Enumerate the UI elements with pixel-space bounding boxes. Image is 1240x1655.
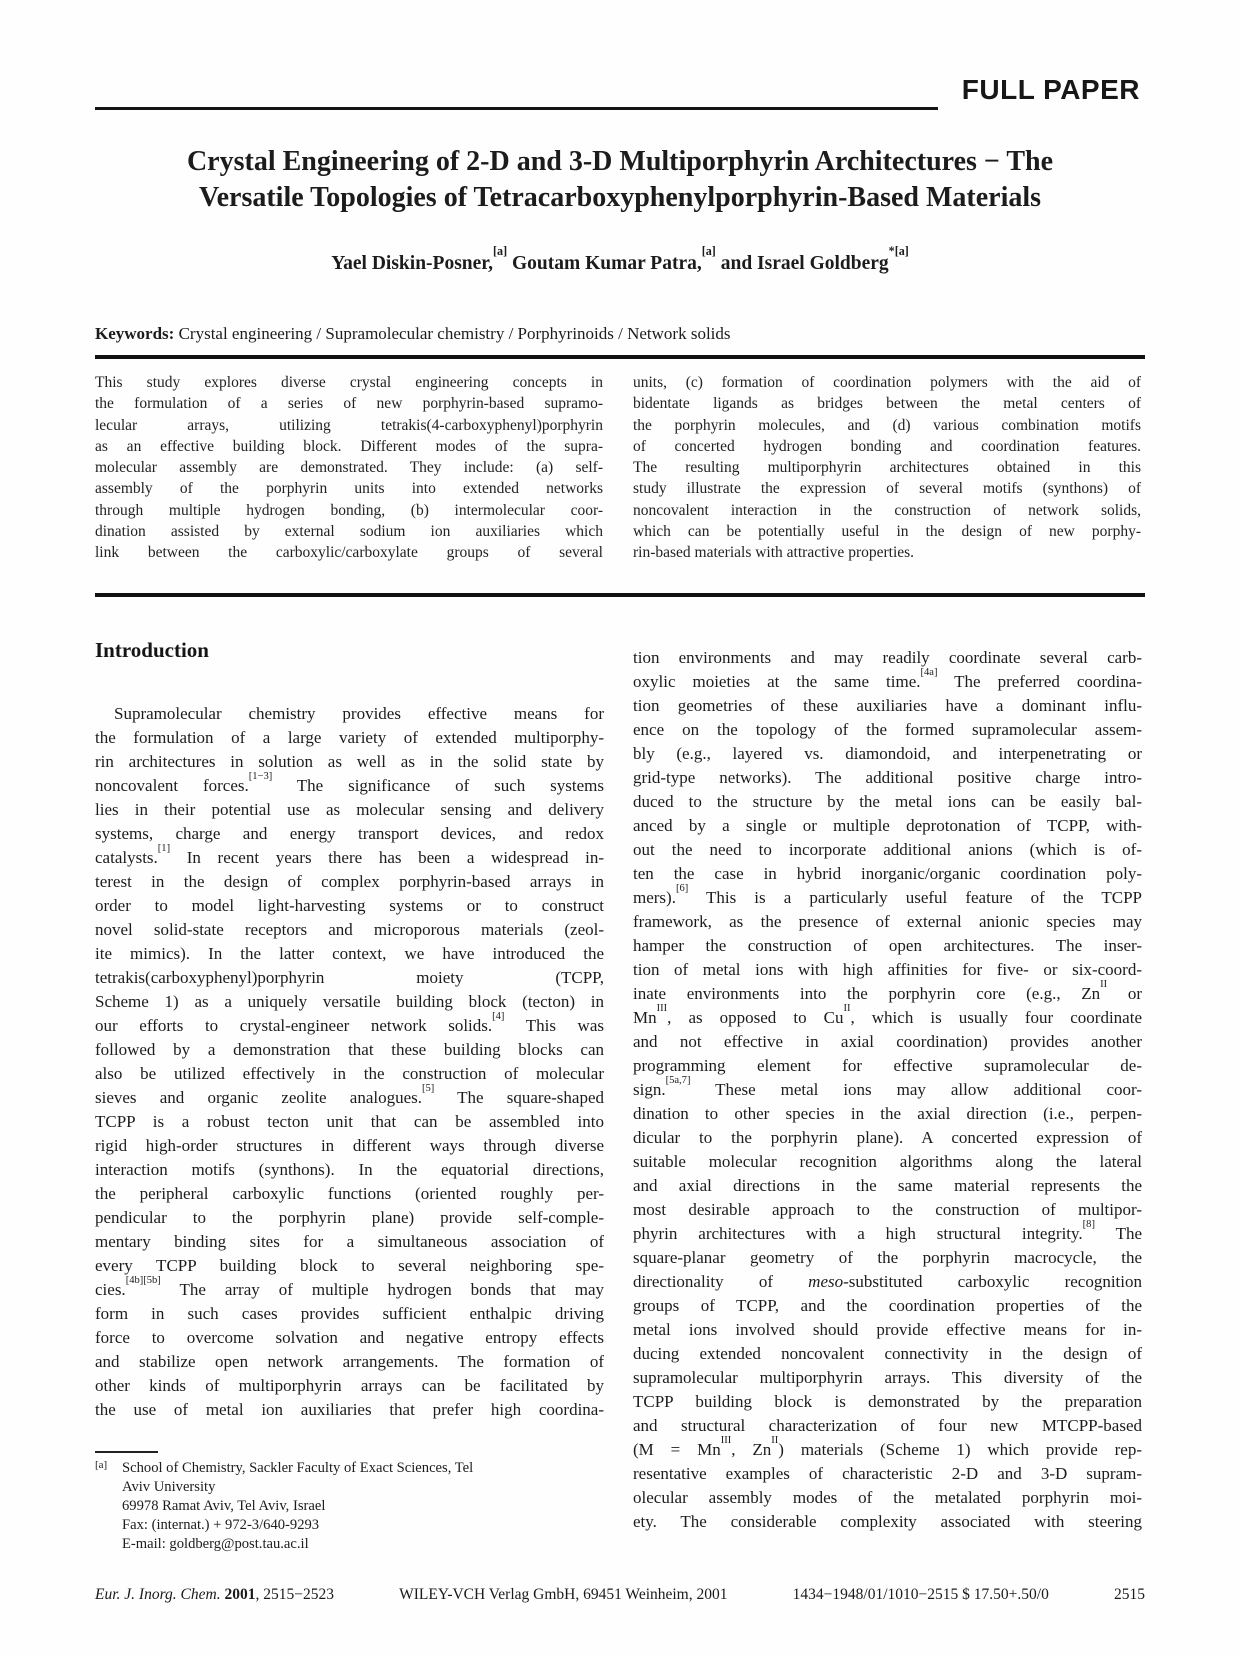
text-line: dicular to the porphyrin plane). A concerted expression of (633, 1128, 1142, 1147)
text-line: duced to the structure by the metal ions can be easily bal- (633, 792, 1142, 811)
footnote-rule (95, 1451, 158, 1453)
text-line: resentative examples of characteristic 2-D and 3-D supram- (633, 1464, 1142, 1483)
full-paper-label: FULL PAPER (961, 74, 1140, 105)
text-line: every TCPP building block to several neighboring spe- (95, 1256, 604, 1275)
text-line: tion environments and may readily coordinate several carb- (633, 648, 1142, 667)
text-line: the formulation of a series of new porphyrin-based supramo- (95, 395, 603, 413)
text-line: interaction motifs (synthons). In the equatorial directions, (95, 1160, 604, 1179)
text-line: dination assisted by external sodium ion auxiliaries which (95, 523, 603, 541)
abstract-right-column (633, 372, 1141, 564)
text-line: mers).[6] This is a particularly useful feature of the TCPP (633, 883, 1142, 907)
text-line: Fax: (internat.) + 972-3/640-9293 (122, 1517, 320, 1533)
text-line: study illustrate the expression of several motifs (synthons) of (633, 480, 1141, 498)
footer-page-number: 2515 (1114, 1586, 1145, 1603)
text-line: link between the carboxylic/carboxylate groups of several (95, 544, 603, 562)
text-line: suitable molecular recognition algorithms along the lateral (633, 1152, 1142, 1171)
text-line: framework, as the presence of external anionic species may (633, 912, 1142, 931)
text-line: tion geometries of these auxiliaries have a dominant influ- (633, 696, 1142, 715)
footer-publisher: WILEY-VCH Verlag GmbH, 69451 Weinheim, 2001 (399, 1586, 728, 1603)
text-line: supramolecular multiporphyrin arrays. This diversity of the (633, 1368, 1142, 1387)
text-line: out the need to incorporate additional anions (which is of- (633, 840, 1142, 859)
text-line: $Mn^{III}$, as opposed to $Cu^{II}$, which is usually four coordinate (633, 1003, 1143, 1027)
text-line: the use of metal ion auxiliaries that prefer high coordina- (95, 1400, 604, 1419)
text-line: noncovalent interaction in the construction of network solids, (633, 501, 1141, 519)
text-line: rin architectures in solution as well as in the solid state by (95, 752, 604, 771)
text-line: force to overcome solvation and negative entropy effects (95, 1328, 604, 1347)
text-line: tetrakis(carboxyphenyl)porphyrin moiety (TCPP, (95, 968, 604, 987)
text-line: ety. The considerable complexity associated with steering (633, 1512, 1142, 1531)
footnote-marker: [a] (95, 1459, 108, 1471)
text-line: and structural characterization of four new MTCPP-based (633, 1416, 1142, 1435)
text-line: groups of TCPP, and the coordination properties of the (633, 1296, 1142, 1315)
article-title (95, 144, 1145, 216)
section-heading: Introduction (95, 638, 209, 662)
text-line: anced by a single or multiple deprotonation of TCPP, with- (633, 816, 1142, 835)
text-line: Versatile Topologies of Tetracarboxyphenylporphyrin-Based Materials (198, 182, 1042, 213)
text-line: other kinds of multiporphyrin arrays can be facilitated by (95, 1376, 604, 1395)
text-line: ($M = Mn^{III}$, $Zn^{II}$) materials (Scheme 1) which provide rep- (633, 1435, 1142, 1459)
text-line: our efforts to crystal-engineer network solids.[4] This was (95, 1011, 604, 1035)
text-line: This study explores diverse crystal engineering concepts in (95, 374, 603, 391)
abstract-bottom-rule (95, 593, 1145, 597)
text-line: ten the case in hybrid inorganic/organic coordination poly- (633, 864, 1142, 883)
text-line: hamper the construction of open architectures. The inser- (633, 936, 1142, 955)
text-line: oxylic moieties at the same time.[4a] The preferred coordina- (633, 667, 1142, 691)
text-line: bidentate ligands as bridges between the metal centers of (633, 395, 1141, 413)
text-line: mentary binding sites for a simultaneous association of (95, 1232, 604, 1251)
text-line: ducing extended noncovalent connectivity in the design of (633, 1344, 1142, 1363)
text-line: units, (c) formation of coordination polymers with the aid of (633, 374, 1141, 391)
text-line: noncovalent forces.[1−3] The significance of such systems (95, 771, 604, 795)
text-line: programming element for effective supramolecular de- (633, 1056, 1142, 1075)
text-line: form in such cases provides sufficient enthalpic driving (95, 1304, 604, 1323)
text-line: assembly of the porphyrin units into extended networks (95, 480, 603, 498)
text-line: Scheme 1) as a uniquely versatile building block (tecton) in (95, 992, 604, 1011)
text-line: followed by a demonstration that these building blocks can (95, 1040, 604, 1059)
text-line: pendicular to the porphyrin plane) provide self-comple- (95, 1208, 604, 1227)
text-line: phyrin architectures with a high structural integrity.[8] The (633, 1219, 1142, 1243)
text-line: catalysts.[1] In recent years there has been a widespread in- (95, 843, 604, 867)
text-line: most desirable approach to the construction of multipor- (633, 1200, 1142, 1219)
text-line: sieves and organic zeolite analogues.[5] The square-shaped (95, 1083, 604, 1107)
text-line: metal ions involved should provide effective means for in- (633, 1320, 1142, 1339)
abstract-top-rule (95, 355, 1145, 359)
footer-issn: 1434−1948/01/1010−2515 $ 17.50+.50/0 (792, 1586, 1049, 1603)
text-line: the porphyrin molecules, and (d) various combination motifs (633, 416, 1141, 434)
footnote-text (122, 1459, 604, 1554)
text-line: School of Chemistry, Sackler Faculty of Exact Sciences, Tel (122, 1460, 474, 1476)
text-line: and not effective in axial coordination) provides another (633, 1032, 1142, 1051)
text-line: dination to other species in the axial direction (i.e., perpen- (633, 1104, 1142, 1123)
text-line: 69978 Ramat Aviv, Tel Aviv, Israel (122, 1498, 326, 1514)
text-line: lies in their potential use as molecular sensing and delivery (95, 800, 604, 819)
text-line: also be utilized effectively in the construction of molecular (95, 1064, 604, 1083)
text-line: Supramolecular chemistry provides effective means for (114, 704, 604, 723)
text-line: terest in the design of complex porphyrin-based arrays in (95, 872, 604, 891)
text-line: E-mail: goldberg@post.tau.ac.il (122, 1536, 309, 1552)
text-line: grid-type networks). The additional positive charge intro- (633, 768, 1142, 787)
text-line: of concerted hydrogen bonding and coordination features. (633, 437, 1141, 455)
text-line: bly (e.g., layered vs. diamondoid, and interpenetrating or (633, 744, 1142, 763)
text-line: cies.[4b][5b] The array of multiple hydrogen bonds that may (95, 1275, 604, 1299)
text-line: ite mimics). In the latter context, we have introduced the (95, 944, 604, 963)
text-line: through multiple hydrogen bonding, (b) intermolecular coor- (95, 501, 603, 519)
text-line: which can be potentially useful in the design of new porphy- (633, 523, 1141, 541)
text-line: ence on the topology of the formed supramolecular assem- (633, 720, 1142, 739)
text-line: TCPP is a robust tecton unit that can be assembled into (95, 1112, 604, 1131)
text-line: directionality of meso-substituted carboxylic recognition (633, 1272, 1142, 1291)
text-line: inate environments into the porphyrin core (e.g., $Zn^{II}$ or (633, 979, 1142, 1003)
text-line: novel solid-state receptors and microporous materials (zeol- (95, 920, 604, 939)
text-line: molecular assembly are demonstrated. They include: (a) self- (95, 459, 603, 477)
authors-line: Yael Diskin-Posner,[a] Goutam Kumar Patra,[a] and Israel Goldberg$^{*[a]}$ (331, 244, 909, 274)
text-line: order to model light-harvesting systems or to construct (95, 896, 604, 915)
footer-citation: Eur. J. Inorg. Chem. 2001, 2515−2523 (95, 1586, 334, 1603)
text-line: rin-based materials with attractive properties. (633, 544, 915, 562)
text-line: Aviv University (122, 1479, 216, 1495)
text-line: olecular assembly modes of the metalated porphyrin moi- (633, 1488, 1142, 1507)
body-right-column (633, 646, 1142, 1534)
text-line: the formulation of a large variety of extended multiporphy- (95, 728, 604, 747)
header-rule (95, 107, 938, 110)
text-line: as an effective building block. Different modes of the supra- (95, 437, 603, 455)
page-footer (95, 1586, 1145, 1604)
text-line: The resulting multiporphyrin architectures obtained in this (633, 459, 1141, 477)
text-line: lecular arrays, utilizing tetrakis(4-carboxyphenyl)porphyrin (95, 416, 603, 434)
text-line: Crystal Engineering of 2-D and 3-D Multiporphyrin Architectures − The (186, 146, 1054, 177)
keywords-line: Keywords: Crystal engineering / Supramolecular chemistry / Porphyrinoids / Network solids (95, 324, 731, 343)
text-line: sign.[5a,7] These metal ions may allow additional coor- (633, 1075, 1142, 1099)
footnote (95, 1459, 604, 1554)
text-line: systems, charge and energy transport devices, and redox (95, 824, 604, 843)
text-line: and axial directions in the same material represents the (633, 1176, 1142, 1195)
text-line: TCPP building block is demonstrated by the preparation (633, 1392, 1142, 1411)
abstract-left-column (95, 372, 603, 564)
body-left-column (95, 702, 604, 1422)
text-line: the peripheral carboxylic functions (oriented roughly per- (95, 1184, 604, 1203)
text-line: rigid high-order structures in different ways through diverse (95, 1136, 604, 1155)
text-line: tion of metal ions with high affinities for five- or six-coord- (633, 960, 1142, 979)
text-line: and stabilize open network arrangements. The formation of (95, 1352, 604, 1371)
text-line: square-planar geometry of the porphyrin macrocycle, the (633, 1248, 1142, 1267)
